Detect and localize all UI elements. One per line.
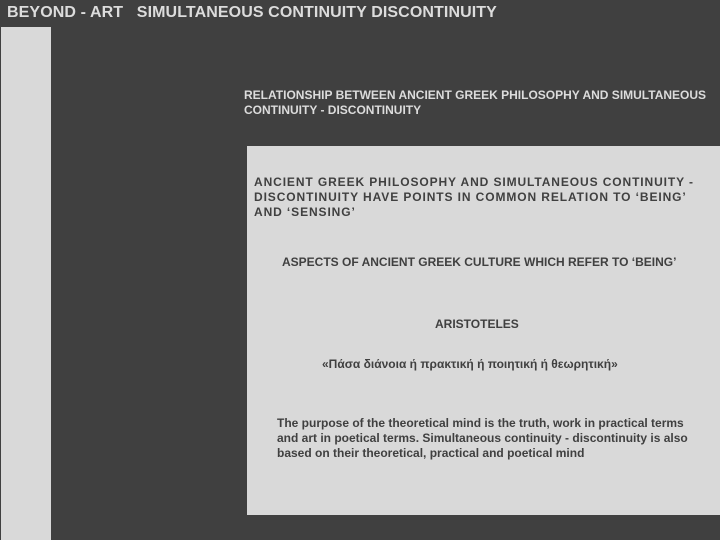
greek-quote: «Πάσα διάνοια ή πρακτική ή ποιητική ή θεωρητική» xyxy=(322,357,618,371)
page-title: BEYOND - ART SIMULTANEOUS CONTINUITY DISCONTINUITY xyxy=(7,4,497,21)
section-subtitle: RELATIONSHIP BETWEEN ANCIENT GREEK PHILOSOPHY AND SIMULTANEOUS CONTINUITY - DISCONTINUITY xyxy=(244,88,707,117)
left-sidebar-strip xyxy=(1,27,51,540)
explanation-paragraph: The purpose of the theoretical mind is the truth, work in practical terms and art in poetical terms. Simultaneous continuity - discontinuity is also based on their theoretical, practical and poetical mind xyxy=(277,416,688,460)
author-name: ARISTOTELES xyxy=(435,317,519,331)
panel-heading: ANCIENT GREEK PHILOSOPHY AND SIMULTANEOUS CONTINUITY - DISCONTINUITY HAVE POINTS IN COMMON RELATION TO ‘BEING’ AND ‘SENSING’ xyxy=(254,175,694,219)
aspects-heading: ASPECTS OF ANCIENT GREEK CULTURE WHICH REFER TO ‘BEING’ xyxy=(282,255,677,269)
content-panel xyxy=(247,146,720,515)
